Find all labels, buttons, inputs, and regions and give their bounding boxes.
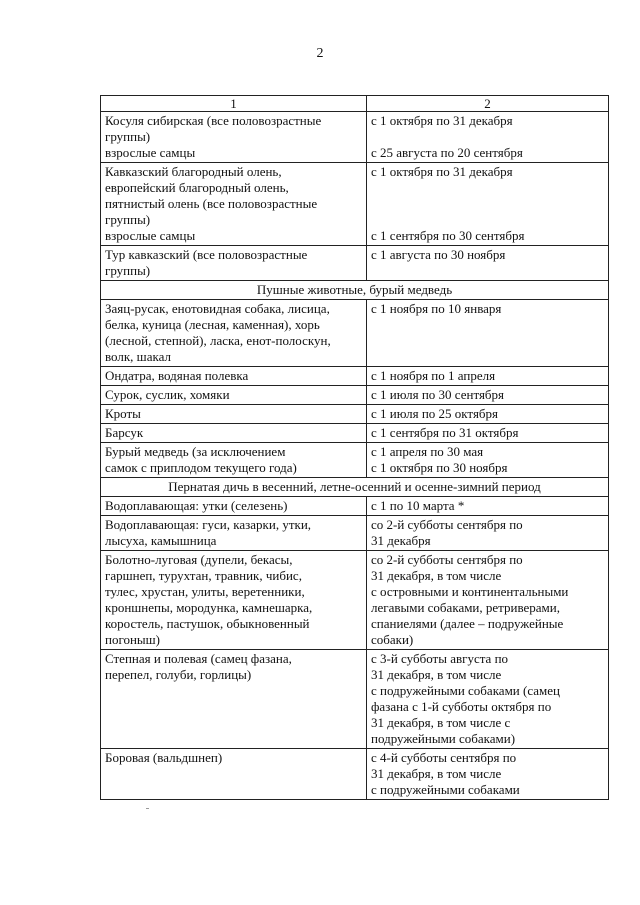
species-line: группы): [105, 263, 151, 278]
species-cell: [101, 424, 367, 443]
section-heading: Пернатая дичь в весенний, летне-осенний и осенне-зимний период: [101, 478, 609, 497]
species-line: гаршнеп, турухтан, травник, чибис,: [105, 568, 302, 583]
period-line: с 1 августа по 30 ноября: [371, 247, 506, 262]
period-cell: [367, 497, 609, 516]
period-line: с 1 сентября по 31 октября: [371, 425, 519, 440]
species-line: Заяц-русак, енотовидная собака, лисица,: [105, 301, 330, 316]
table-row: [101, 650, 609, 749]
period-line: с 1 июля по 30 сентября: [371, 387, 505, 402]
period-line: с 25 августа по 20 сентября: [371, 145, 523, 160]
species-line: Тур кавказский (все половозрастные: [105, 247, 308, 262]
section-row: [101, 281, 609, 300]
species-cell: [101, 516, 367, 551]
species-cell: [101, 246, 367, 281]
period-line: с подружейными собаками: [371, 782, 520, 797]
period-cell: [367, 405, 609, 424]
species-cell: [101, 551, 367, 650]
species-line: группы): [105, 212, 151, 227]
period-line: со 2-й субботы сентября по: [371, 517, 523, 532]
species-line: европейский благородный олень,: [105, 180, 289, 195]
section-heading: Пушные животные, бурый медведь: [101, 281, 609, 300]
species-line: Степная и полевая (самец фазана,: [105, 651, 292, 666]
species-line: белка, куница (лесная, каменная), хорь: [105, 317, 320, 332]
period-line: с 1 октября по 31 декабря: [371, 113, 513, 128]
species-line: волк, шакал: [105, 349, 171, 364]
page-number: 2: [316, 46, 324, 61]
period-cell: [367, 367, 609, 386]
period-line: легавыми собаками, ретриверами,: [371, 600, 560, 615]
period-line: с 1 по 10 марта *: [371, 498, 465, 513]
species-line: кроншнепы, мородунка, камнешарка,: [105, 600, 313, 615]
table-row: [101, 246, 609, 281]
period-cell: [367, 246, 609, 281]
species-line: Сурок, суслик, хомяки: [105, 387, 230, 402]
period-line: 31 декабря: [371, 533, 431, 548]
table-row: [101, 749, 609, 800]
period-line: подружейными собаками): [371, 731, 516, 746]
species-cell: [101, 650, 367, 749]
period-cell: [367, 424, 609, 443]
species-cell: [101, 386, 367, 405]
species-line: Ондатра, водяная полевка: [105, 368, 249, 383]
species-line: Болотно-луговая (дупели, бекасы,: [105, 552, 293, 567]
spacer: [371, 196, 604, 212]
species-cell: [101, 112, 367, 163]
period-line: с 1 ноября по 10 января: [371, 301, 502, 316]
table-row: [101, 367, 609, 386]
period-line: с островными и континентальными: [371, 584, 569, 599]
species-line: Кавказский благородный олень,: [105, 164, 282, 179]
species-line: пятнистый олень (все половозрастные: [105, 196, 318, 211]
period-cell: [367, 650, 609, 749]
species-cell: [101, 163, 367, 246]
period-line: с 1 ноября по 1 апреля: [371, 368, 496, 383]
species-line: Боровая (вальдшнеп): [105, 750, 223, 765]
period-cell: [367, 163, 609, 246]
species-line: погоныш): [105, 632, 160, 647]
period-line: 31 декабря, в том числе: [371, 568, 502, 583]
species-line: Косуля сибирская (все половозрастные: [105, 113, 322, 128]
period-line: с подружейными собаками (самец: [371, 683, 560, 698]
period-line: с 3-й субботы августа по: [371, 651, 509, 666]
species-cell: [101, 749, 367, 800]
species-line: Бурый медведь (за исключением: [105, 444, 286, 459]
species-cell: [101, 367, 367, 386]
species-cell: [101, 405, 367, 424]
table-row: [101, 424, 609, 443]
species-line: (лесной, степной), ласка, енот-полоскун,: [105, 333, 331, 348]
period-line: 31 декабря, в том числе: [371, 667, 502, 682]
hunting-seasons-table: [100, 95, 609, 800]
period-line: с 1 апреля по 30 мая: [371, 444, 484, 459]
table-header-row: [101, 96, 609, 112]
species-cell: [101, 497, 367, 516]
scan-speck: [146, 808, 149, 809]
species-line: коростель, пастушок, обыкновенный: [105, 616, 310, 631]
species-line: Барсук: [105, 425, 144, 440]
species-line: группы): [105, 129, 151, 144]
column-2-header: 2: [367, 96, 609, 112]
column-1-header: 1: [101, 96, 367, 112]
period-line: 31 декабря, в том числе: [371, 766, 502, 781]
period-cell: [367, 443, 609, 478]
table-row: [101, 405, 609, 424]
period-line: с 1 октября по 30 ноября: [371, 460, 508, 475]
table-row: [101, 516, 609, 551]
period-line: со 2-й субботы сентября по: [371, 552, 523, 567]
spacer: [371, 180, 604, 196]
period-line: с 1 июля по 25 октября: [371, 406, 499, 421]
table-row: [101, 300, 609, 367]
table-row: [101, 112, 609, 163]
species-line: Водоплавающая: гуси, казарки, утки,: [105, 517, 312, 532]
section-row: [101, 478, 609, 497]
species-line: Кроты: [105, 406, 141, 421]
species-line: перепел, голуби, горлицы): [105, 667, 252, 682]
spacer: [371, 129, 604, 145]
period-cell: [367, 112, 609, 163]
period-cell: [367, 386, 609, 405]
period-line: 31 декабря, в том числе с: [371, 715, 511, 730]
species-line: взрослые самцы: [105, 145, 196, 160]
species-line: взрослые самцы: [105, 228, 196, 243]
spacer: [371, 212, 604, 228]
table-row: [101, 551, 609, 650]
period-line: фазана с 1-й субботы октября по: [371, 699, 552, 714]
species-line: Водоплавающая: утки (селезень): [105, 498, 288, 513]
period-line: собаки): [371, 632, 414, 647]
period-line: с 1 октября по 31 декабря: [371, 164, 513, 179]
period-cell: [367, 551, 609, 650]
period-line: с 1 сентября по 30 сентября: [371, 228, 525, 243]
species-line: лысуха, камышница: [105, 533, 217, 548]
period-cell: [367, 300, 609, 367]
period-cell: [367, 749, 609, 800]
table-row: [101, 443, 609, 478]
period-line: с 4-й субботы сентября по: [371, 750, 517, 765]
table-row: [101, 497, 609, 516]
table-row: [101, 163, 609, 246]
species-line: самок с приплодом текущего года): [105, 460, 297, 475]
species-line: тулес, хрустан, улиты, веретенники,: [105, 584, 305, 599]
table-row: [101, 386, 609, 405]
period-line: спаниелями (далее – подружейные: [371, 616, 564, 631]
period-cell: [367, 516, 609, 551]
species-cell: [101, 443, 367, 478]
species-cell: [101, 300, 367, 367]
